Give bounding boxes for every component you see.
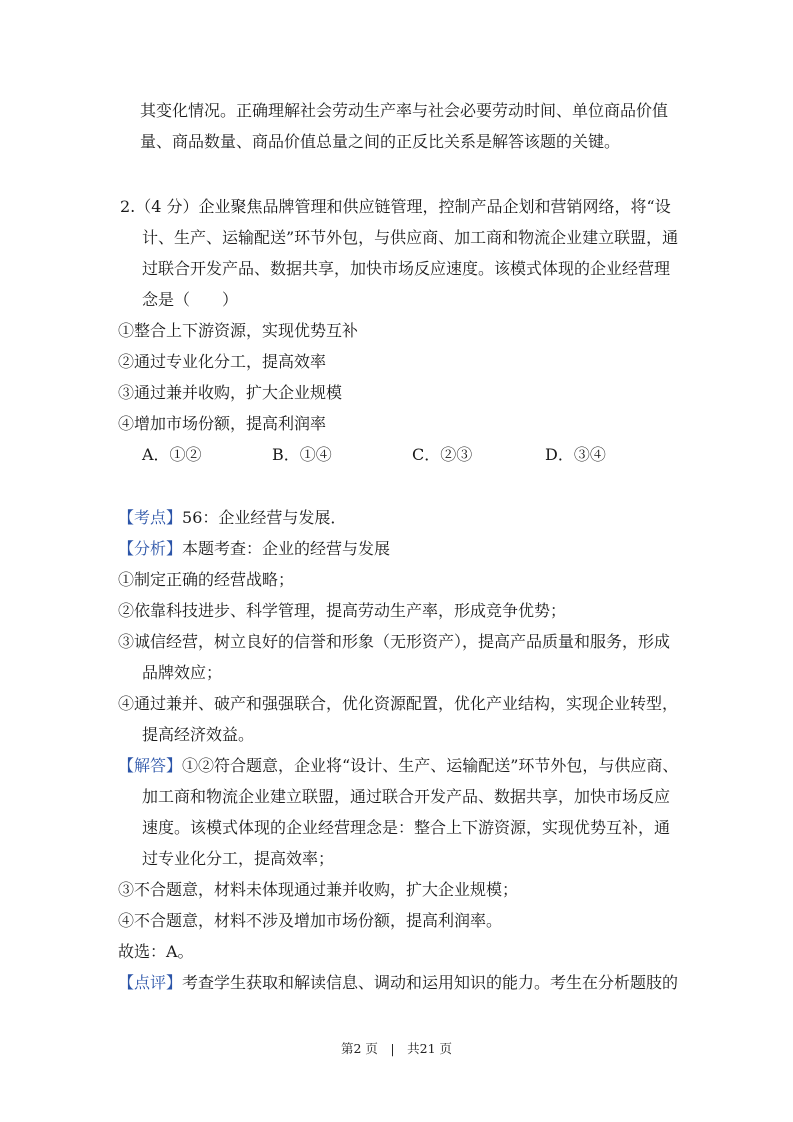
fenxi-tag: 【分析】 [118, 539, 183, 558]
dianping-tag: 【点评】 [118, 973, 183, 992]
intro-line-1: 其变化情况。正确理解社会劳动生产率与社会必要劳动时间、单位商品价值 [140, 101, 669, 120]
jieda-line-6: ④不合题意，材料不涉及增加市场份额，提高利润率。 [118, 911, 503, 930]
fenxi-point-4-cont: 提高经济效益。 [142, 725, 255, 744]
jieda-line-5: ③不合题意，材料未体现通过兼并收购，扩大企业规模； [118, 880, 519, 899]
fenxi-text: 本题考查：企业的经营与发展 [182, 539, 391, 558]
kaodian-text: 56：企业经营与发展． [182, 508, 347, 527]
fenxi-point-2: ②依靠科技进步、科学管理，提高劳动生产率，形成竞争优势； [118, 601, 567, 620]
kaodian-tag: 【考点】 [118, 508, 183, 527]
option-d: D．③④ [545, 445, 606, 464]
question-line-2: 计、生产、运输配送”环节外包，与供应商、加工商和物流企业建立联盟，通 [142, 228, 679, 247]
intro-line-2: 量、商品数量、商品价值总量之间的正反比关系是解答该题的关键。 [140, 132, 621, 151]
question-line-4: 念是（ ） [142, 290, 239, 309]
question-item-1: ①整合上下游资源，实现优势互补 [118, 321, 359, 340]
jieda-line-1 [118, 755, 678, 777]
jieda-answer: 故选：A。 [118, 942, 194, 961]
fenxi-point-3-cont: 品牌效应； [142, 663, 223, 682]
fenxi-point-3: ③诚信经营，树立良好的信誉和形象（无形资产），提高产品质量和服务，形成 [118, 632, 671, 651]
fenxi-point-1: ①制定正确的经营战略； [118, 570, 295, 589]
question-item-4: ④增加市场份额，提高利润率 [118, 414, 327, 433]
jieda-text: ①②符合题意，企业将“设计、生产、运输配送”环节外包，与供应商、 [182, 756, 679, 775]
jieda-line-2: 加工商和物流企业建立联盟，通过联合开发产品、数据共享，加快市场反应 [142, 787, 671, 806]
option-a: A．①② [142, 445, 202, 464]
question-item-2: ②通过专业化分工，提高效率 [118, 352, 327, 371]
dianping-text: 考查学生获取和解读信息、调动和运用知识的能力。考生在分析题肢的 [182, 973, 679, 992]
fenxi-point-4: ④通过兼并、破产和强强联合，优化资源配置，优化产业结构，实现企业转型， [118, 694, 679, 713]
option-c: C．②③ [412, 445, 473, 464]
dianping-line [118, 972, 678, 994]
jieda-line-3: 速度。该模式体现的企业经营理念是：整合上下游资源，实现优势互补，通 [142, 818, 671, 837]
option-b: B．①④ [272, 445, 332, 464]
fenxi-line [118, 538, 390, 560]
question-item-3: ③通过兼并收购，扩大企业规模 [118, 383, 343, 402]
question-line-3: 过联合开发产品、数据共享，加快市场反应速度。该模式体现的企业经营理 [142, 259, 671, 278]
kaodian-line [118, 507, 346, 529]
question-line-1: 2.（4 分）企业聚焦品牌管理和供应链管理，控制产品企划和营销网络，将“设 [120, 197, 671, 216]
jieda-line-4: 过专业化分工，提高效率； [142, 849, 335, 868]
page-footer: 第2 页 | 共21 页 [340, 1041, 453, 1056]
jieda-tag: 【解答】 [118, 756, 183, 775]
